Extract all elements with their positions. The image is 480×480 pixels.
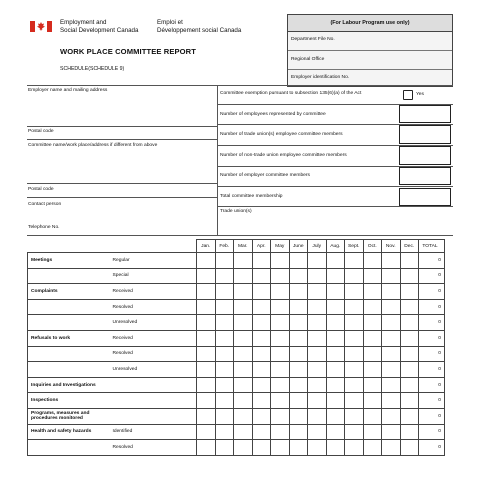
section-top-rule <box>27 85 453 86</box>
row-subcategory: Special <box>111 268 197 284</box>
month-cell-input[interactable] <box>215 253 234 269</box>
month-cell-input[interactable] <box>326 440 345 456</box>
month-cell-input[interactable] <box>326 346 345 362</box>
table-row <box>28 408 445 424</box>
month-header: Sept. <box>345 240 364 253</box>
month-cell-input[interactable] <box>363 440 382 456</box>
month-cell-input[interactable] <box>382 393 401 409</box>
non-trade-union-members-input[interactable] <box>399 146 451 165</box>
table-row <box>28 440 445 456</box>
month-cell-input[interactable] <box>197 253 216 269</box>
month-cell-input[interactable] <box>197 315 216 331</box>
month-header: Nov. <box>382 240 401 253</box>
table-header-row <box>28 240 445 253</box>
month-cell-input[interactable] <box>271 377 290 393</box>
month-cell-input[interactable] <box>308 330 327 346</box>
month-cell-input[interactable] <box>363 424 382 440</box>
dept-en-line1: Employment and <box>60 19 107 26</box>
row-subcategory: Resolved <box>111 299 197 315</box>
month-header: Mar. <box>234 240 253 253</box>
row-total: 0 <box>419 377 445 393</box>
row-subcategory: Resolved <box>111 440 197 456</box>
row-total: 0 <box>419 362 445 378</box>
month-header: Feb. <box>215 240 234 253</box>
month-cell-input[interactable] <box>400 315 419 331</box>
month-cell-input[interactable] <box>289 440 308 456</box>
trade-union-members-label: Number of trade union(s) employee committee members <box>220 132 343 137</box>
month-cell-input[interactable] <box>382 330 401 346</box>
month-cell-input[interactable] <box>271 393 290 409</box>
month-cell-input[interactable] <box>345 330 364 346</box>
month-cell-input[interactable] <box>234 284 253 300</box>
month-cell-input[interactable] <box>326 330 345 346</box>
month-cell-input[interactable] <box>289 253 308 269</box>
month-cell-input[interactable] <box>400 268 419 284</box>
committee-address-label: Committee name/work place/address if different from above <box>28 143 158 148</box>
table-row <box>28 424 445 440</box>
month-cell-input[interactable] <box>363 393 382 409</box>
section-divider <box>217 85 218 235</box>
postal-code-label-2: Postal code <box>28 187 54 192</box>
month-cell-input[interactable] <box>271 268 290 284</box>
month-cell-input[interactable] <box>215 377 234 393</box>
department-file-field[interactable] <box>288 31 452 50</box>
month-cell-input[interactable] <box>234 393 253 409</box>
month-cell-input[interactable] <box>252 362 271 378</box>
month-cell-input[interactable] <box>382 408 401 424</box>
month-cell-input[interactable] <box>308 315 327 331</box>
month-cell-input[interactable] <box>363 330 382 346</box>
row-category: Programs, measures and procedures monitored <box>28 408 111 424</box>
month-cell-input[interactable] <box>308 284 327 300</box>
dept-en-line2: Social Development Canada <box>60 26 139 34</box>
month-cell-input[interactable] <box>215 424 234 440</box>
row-subcategory: Unresolved <box>111 362 197 378</box>
row-total: 0 <box>419 393 445 409</box>
month-cell-input[interactable] <box>400 377 419 393</box>
row-total: 0 <box>419 346 445 362</box>
month-cell-input[interactable] <box>271 362 290 378</box>
row-total: 0 <box>419 299 445 315</box>
month-cell-input[interactable] <box>400 408 419 424</box>
month-header: May <box>271 240 290 253</box>
month-cell-input[interactable] <box>271 440 290 456</box>
month-cell-input[interactable] <box>345 346 364 362</box>
row-subcategory: Received <box>111 284 197 300</box>
month-cell-input[interactable] <box>363 315 382 331</box>
table-row <box>28 330 445 346</box>
employer-members-input[interactable] <box>399 167 451 185</box>
employees-input[interactable] <box>399 105 451 123</box>
month-cell-input[interactable] <box>326 408 345 424</box>
month-cell-input[interactable] <box>252 284 271 300</box>
month-cell-input[interactable] <box>326 393 345 409</box>
header-spacer <box>28 240 111 253</box>
row-category: Refusals to work <box>28 330 111 346</box>
table-row <box>28 393 445 409</box>
month-cell-input[interactable] <box>382 315 401 331</box>
trade-unions-label: Trade union(s) <box>220 209 252 214</box>
month-header: June <box>289 240 308 253</box>
total-header: TOTAL <box>419 240 445 253</box>
month-cell-input[interactable] <box>345 377 364 393</box>
month-cell-input[interactable] <box>382 362 401 378</box>
month-cell-input[interactable] <box>363 346 382 362</box>
month-cell-input[interactable] <box>197 377 216 393</box>
row-total: 0 <box>419 268 445 284</box>
month-cell-input[interactable] <box>326 424 345 440</box>
row-subcategory <box>111 377 197 393</box>
month-cell-input[interactable] <box>326 315 345 331</box>
month-cell-input[interactable] <box>234 377 253 393</box>
schedule-label: SCHEDULE(SCHEDULE 9) <box>60 66 125 72</box>
month-cell-input[interactable] <box>345 393 364 409</box>
rule-employer-members <box>217 186 453 187</box>
trade-unions-input[interactable] <box>218 216 452 234</box>
month-cell-input[interactable] <box>308 346 327 362</box>
month-cell-input[interactable] <box>289 268 308 284</box>
month-cell-input[interactable] <box>289 424 308 440</box>
month-cell-input[interactable] <box>252 346 271 362</box>
month-cell-input[interactable] <box>234 346 253 362</box>
month-cell-input[interactable] <box>345 284 364 300</box>
month-cell-input[interactable] <box>252 408 271 424</box>
month-cell-input[interactable] <box>271 253 290 269</box>
month-cell-input[interactable] <box>271 346 290 362</box>
row-category <box>28 315 111 331</box>
contact-person-input[interactable] <box>27 209 217 221</box>
row-total: 0 <box>419 253 445 269</box>
table-row <box>28 362 445 378</box>
month-cell-input[interactable] <box>400 440 419 456</box>
table-row <box>28 284 445 300</box>
month-cell-input[interactable] <box>271 424 290 440</box>
row-total: 0 <box>419 440 445 456</box>
employer-id-label: Employer identification No. <box>291 75 350 80</box>
month-cell-input[interactable] <box>345 424 364 440</box>
month-cell-input[interactable] <box>215 315 234 331</box>
rule-postal-1 <box>27 139 217 140</box>
month-cell-input[interactable] <box>271 299 290 315</box>
month-cell-input[interactable] <box>308 377 327 393</box>
month-cell-input[interactable] <box>215 362 234 378</box>
month-cell-input[interactable] <box>197 284 216 300</box>
month-cell-input[interactable] <box>234 424 253 440</box>
month-cell-input[interactable] <box>215 346 234 362</box>
month-cell-input[interactable] <box>363 408 382 424</box>
month-cell-input[interactable] <box>400 346 419 362</box>
table-row <box>28 299 445 315</box>
month-cell-input[interactable] <box>234 408 253 424</box>
row-category <box>28 346 111 362</box>
section-bottom-rule <box>27 235 453 236</box>
dept-fr-line1: Emploi et <box>157 19 183 26</box>
non-trade-union-members-label: Number of non-trade union employee committee members <box>220 153 347 158</box>
committee-address-input[interactable] <box>27 151 217 181</box>
month-cell-input[interactable] <box>215 299 234 315</box>
month-cell-input[interactable] <box>197 346 216 362</box>
exemption-checkbox[interactable] <box>403 90 413 100</box>
row-category <box>28 268 111 284</box>
table-row <box>28 253 445 269</box>
month-cell-input[interactable] <box>252 315 271 331</box>
contact-person-label: Contact person <box>28 202 62 207</box>
telephone-label: Telephone No. <box>28 225 60 230</box>
month-cell-input[interactable] <box>197 330 216 346</box>
labour-program-box <box>287 14 453 87</box>
row-total: 0 <box>419 330 445 346</box>
month-cell-input[interactable] <box>197 424 216 440</box>
month-cell-input[interactable] <box>234 330 253 346</box>
postal-code-label-1: Postal code <box>28 129 54 134</box>
rule-postal-2 <box>27 197 217 198</box>
month-cell-input[interactable] <box>252 377 271 393</box>
month-cell-input[interactable] <box>197 299 216 315</box>
month-cell-input[interactable] <box>289 284 308 300</box>
month-cell-input[interactable] <box>400 284 419 300</box>
month-cell-input[interactable] <box>234 440 253 456</box>
month-cell-input[interactable] <box>215 393 234 409</box>
month-cell-input[interactable] <box>308 268 327 284</box>
employer-members-label: Number of employer committee members <box>220 173 310 178</box>
activity-table <box>27 239 445 456</box>
month-cell-input[interactable] <box>326 362 345 378</box>
month-cell-input[interactable] <box>252 299 271 315</box>
month-cell-input[interactable] <box>308 299 327 315</box>
month-cell-input[interactable] <box>400 330 419 346</box>
month-cell-input[interactable] <box>215 284 234 300</box>
row-category: Meetings <box>28 253 111 269</box>
month-cell-input[interactable] <box>252 393 271 409</box>
month-cell-input[interactable] <box>289 362 308 378</box>
month-cell-input[interactable] <box>345 362 364 378</box>
month-cell-input[interactable] <box>363 253 382 269</box>
department-name-fr <box>157 19 241 34</box>
month-cell-input[interactable] <box>308 440 327 456</box>
total-membership-label: Total committee membership <box>220 194 283 199</box>
month-cell-input[interactable] <box>382 284 401 300</box>
month-cell-input[interactable] <box>326 253 345 269</box>
month-cell-input[interactable] <box>345 408 364 424</box>
month-cell-input[interactable] <box>308 253 327 269</box>
month-cell-input[interactable] <box>326 299 345 315</box>
month-header: Oct. <box>363 240 382 253</box>
month-cell-input[interactable] <box>400 393 419 409</box>
month-cell-input[interactable] <box>215 268 234 284</box>
month-cell-input[interactable] <box>197 268 216 284</box>
month-cell-input[interactable] <box>400 299 419 315</box>
month-cell-input[interactable] <box>215 330 234 346</box>
month-cell-input[interactable] <box>308 362 327 378</box>
trade-union-members-input[interactable] <box>399 125 451 144</box>
month-header: July <box>308 240 327 253</box>
employees-label: Number of employees represented by committee <box>220 112 326 117</box>
row-total: 0 <box>419 284 445 300</box>
month-cell-input[interactable] <box>363 284 382 300</box>
month-cell-input[interactable] <box>308 393 327 409</box>
month-cell-input[interactable] <box>197 393 216 409</box>
row-subcategory <box>111 393 197 409</box>
table-row <box>28 346 445 362</box>
row-total: 0 <box>419 424 445 440</box>
month-header: Aug. <box>326 240 345 253</box>
row-category: Complaints <box>28 284 111 300</box>
rule-total-membership <box>217 206 453 207</box>
month-header: Apr. <box>252 240 271 253</box>
row-subcategory <box>111 408 197 424</box>
month-cell-input[interactable] <box>345 440 364 456</box>
month-cell-input[interactable] <box>234 268 253 284</box>
month-cell-input[interactable] <box>197 440 216 456</box>
month-cell-input[interactable] <box>271 284 290 300</box>
month-cell-input[interactable] <box>252 440 271 456</box>
row-category <box>28 440 111 456</box>
month-cell-input[interactable] <box>382 268 401 284</box>
exemption-label: Committee exemption pursuant to subsection 135(6)(a) of the Act <box>220 91 362 96</box>
month-cell-input[interactable] <box>382 253 401 269</box>
month-cell-input[interactable] <box>363 377 382 393</box>
table-row <box>28 377 445 393</box>
month-cell-input[interactable] <box>234 299 253 315</box>
month-cell-input[interactable] <box>400 362 419 378</box>
month-cell-input[interactable] <box>400 424 419 440</box>
month-cell-input[interactable] <box>197 408 216 424</box>
month-cell-input[interactable] <box>382 424 401 440</box>
row-category: Inquiries and Investigations <box>28 377 111 393</box>
month-cell-input[interactable] <box>363 299 382 315</box>
labour-program-heading: (For Labour Program use only) <box>288 15 452 32</box>
month-header: Dec. <box>400 240 419 253</box>
regional-office-label: Regional Office <box>291 57 325 62</box>
row-subcategory: Identified <box>111 424 197 440</box>
row-subcategory: Regular <box>111 253 197 269</box>
exemption-yes-label: Yes <box>416 92 424 97</box>
employer-id-field[interactable] <box>288 69 452 86</box>
month-cell-input[interactable] <box>234 362 253 378</box>
month-cell-input[interactable] <box>326 268 345 284</box>
month-cell-input[interactable] <box>289 377 308 393</box>
header-spacer <box>111 240 197 253</box>
row-subcategory: Unresolved <box>111 315 197 331</box>
dept-fr-line2: Développement social Canada <box>157 26 242 34</box>
month-cell-input[interactable] <box>215 440 234 456</box>
row-category: Health and safety hazards <box>28 424 111 440</box>
month-cell-input[interactable] <box>252 253 271 269</box>
month-cell-input[interactable] <box>271 315 290 331</box>
month-cell-input[interactable] <box>252 330 271 346</box>
row-category <box>28 362 111 378</box>
month-cell-input[interactable] <box>289 299 308 315</box>
department-name-en <box>60 19 138 34</box>
month-cell-input[interactable] <box>345 253 364 269</box>
month-cell-input[interactable] <box>271 408 290 424</box>
month-cell-input[interactable] <box>308 408 327 424</box>
month-cell-input[interactable] <box>234 253 253 269</box>
row-category: Inspections <box>28 393 111 409</box>
employer-name-label: Employer name and mailing address <box>28 88 108 93</box>
row-subcategory: Resolved <box>111 346 197 362</box>
month-cell-input[interactable] <box>252 268 271 284</box>
month-cell-input[interactable] <box>363 268 382 284</box>
month-cell-input[interactable] <box>400 253 419 269</box>
total-membership-input[interactable] <box>399 188 451 206</box>
month-cell-input[interactable] <box>197 362 216 378</box>
month-cell-input[interactable] <box>289 315 308 331</box>
month-cell-input[interactable] <box>382 346 401 362</box>
regional-office-field[interactable] <box>288 50 452 69</box>
month-cell-input[interactable] <box>289 393 308 409</box>
month-cell-input[interactable] <box>363 362 382 378</box>
month-cell-input[interactable] <box>382 440 401 456</box>
month-cell-input[interactable] <box>252 424 271 440</box>
month-cell-input[interactable] <box>289 346 308 362</box>
month-cell-input[interactable] <box>308 424 327 440</box>
month-cell-input[interactable] <box>289 330 308 346</box>
table-row <box>28 268 445 284</box>
month-cell-input[interactable] <box>345 268 364 284</box>
month-cell-input[interactable] <box>289 408 308 424</box>
month-cell-input[interactable] <box>345 315 364 331</box>
canada-flag-icon <box>30 21 52 32</box>
rule-address <box>27 183 217 184</box>
row-category <box>28 299 111 315</box>
row-total: 0 <box>419 315 445 331</box>
month-cell-input[interactable] <box>382 377 401 393</box>
rule-employer <box>27 126 217 127</box>
table-row <box>28 315 445 331</box>
month-cell-input[interactable] <box>271 330 290 346</box>
department-file-label: Department File No. <box>291 37 335 42</box>
month-header: Jan. <box>197 240 216 253</box>
month-cell-input[interactable] <box>234 315 253 331</box>
employer-name-input[interactable] <box>27 96 217 125</box>
report-title: WORK PLACE COMMITTEE REPORT <box>60 47 197 56</box>
row-subcategory: Received <box>111 330 197 346</box>
month-cell-input[interactable] <box>326 377 345 393</box>
month-cell-input[interactable] <box>215 408 234 424</box>
month-cell-input[interactable] <box>345 299 364 315</box>
month-cell-input[interactable] <box>382 299 401 315</box>
row-total: 0 <box>419 408 445 424</box>
month-cell-input[interactable] <box>326 284 345 300</box>
